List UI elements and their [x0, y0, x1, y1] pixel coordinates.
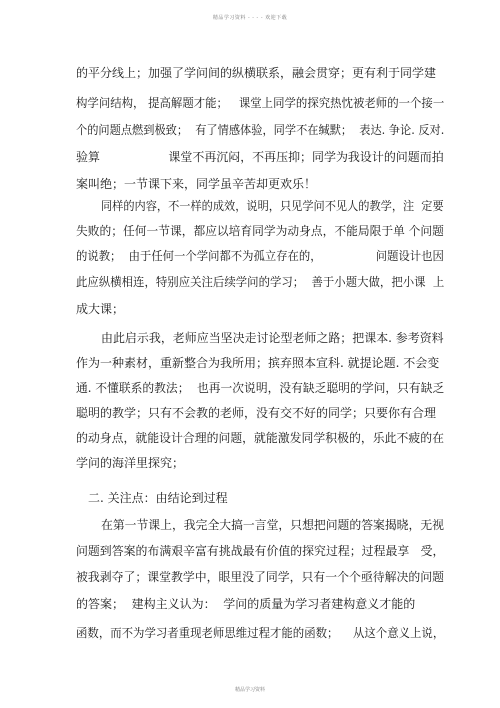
text-line: 构学问结构， 提高解题才能； 课堂上同学的探究热忱被老师的一个接一 — [76, 96, 445, 110]
text-line: 个的问题点燃到极致； 有了情感体验，同学不在缄默； 表达. 争论. 反对. — [76, 123, 445, 137]
text-line: 问题到答案的布满艰辛富有挑战最有价值的探究过程；过程最享 受， — [76, 544, 445, 558]
text-line: 学问的海洋里探究； — [76, 456, 185, 470]
text-line: 被我剥夺了；课堂教学中，眼里没了同学，只有一个个亟待解决的问题 — [76, 570, 444, 584]
text-line: 函数，而不为学习者重现老师思维过程才能的函数； 从这个意义上说， — [76, 626, 445, 640]
text-line: 成大课； — [76, 302, 125, 316]
section-heading: 二. 关注点：由结论到过程 — [88, 491, 228, 505]
text-line: 的动身点，就能设计合理的问题，就能激发同学积极的，乐此不疲的在 — [76, 431, 444, 445]
text-line: 由此启示我，老师应当坚决走讨论型老师之路；把课本. 参考资料 — [101, 331, 444, 345]
page-footer: 精品学习资料 — [234, 687, 265, 693]
text-line: 作为一种素材，重新整合为我所用；摈弃照本宣科. 就提论题. 不会变 — [76, 356, 440, 370]
text-line: 案叫绝；一节课下来，同学虽辛苦却更欢乐！ — [76, 177, 317, 191]
page-header: 精品学习资料 - - - - 欢迎下载 — [212, 15, 288, 21]
text-line: 此应纵横相连，特别应关注后续学问的学习； 善于小题大做，把小课 上 — [76, 275, 445, 289]
text-line: 聪明的教学；只有不会教的老师，没有交不好的同学；只要你有合理 — [76, 406, 437, 420]
text-line: 的答案； 建构主义认为： 学问的质量为学习者建构意义才能的 — [76, 597, 416, 611]
text-line: 同样的内容，不一样的成效，说明，只见学问不见人的教学，注 定要 — [101, 199, 444, 213]
text-line: 通. 不懂联系的教法； 也再一次说明，没有缺乏聪明的学问，只有缺乏 — [76, 381, 445, 395]
text-line: 验算 课堂不再沉闷，不再压抑；同学为我设计的问题而拍 — [76, 150, 444, 164]
text-line: 的平分线上；加强了学问间的纵横联系，融会贯穿；更有利于同学建 — [76, 66, 437, 80]
text-line: 的说教； 由于任何一个学问都不为孤立存在的， 问题设计也因 — [76, 249, 444, 263]
text-line: 在第一节课上，我完全大搞一言堂，只想把问题的答案揭晓，无视 — [101, 518, 445, 532]
text-line: 失败的；任何一节课，都应以培育同学为动身点，不能局限于单 个问题 — [76, 224, 444, 238]
